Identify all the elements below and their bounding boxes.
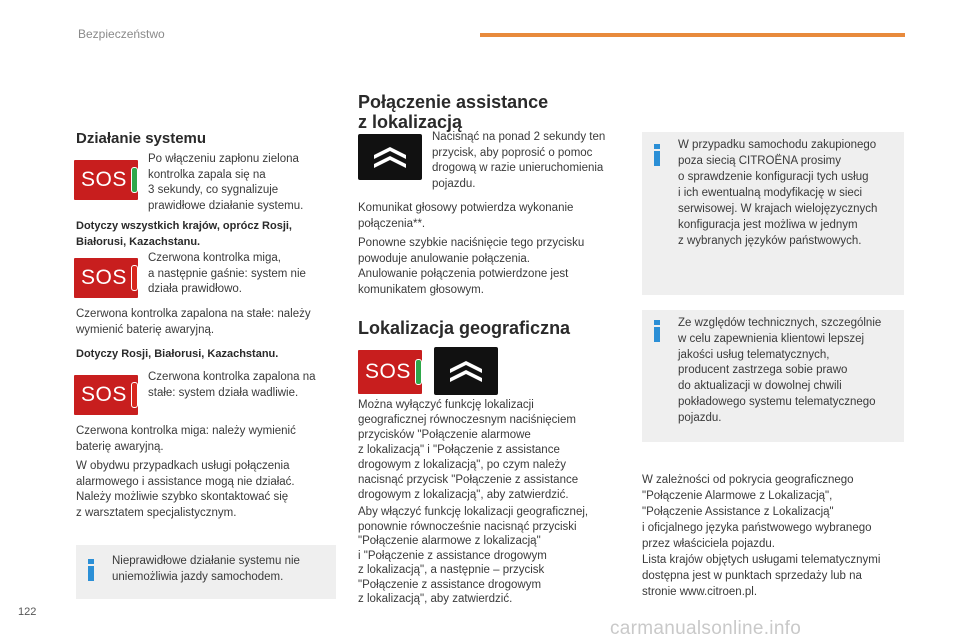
assistance-button: [358, 134, 422, 180]
para-ignition-green: Po włączeniu zapłonu zielona kontrolka zapala się na 3 sekundy, co sygnalizuje prawidłowe działanie systemu.: [148, 153, 304, 212]
para-red-steady-battery: Czerwona kontrolka zapalona na stałe: należy wymienić baterię awaryjną.: [76, 308, 311, 336]
para-cancel-call: Ponowne szybkie naciśnięcie tego przycisku powoduje anulowanie połączenia. Anulowanie połączenia potwierdzone jest komunikatem głosowym.: [358, 237, 585, 296]
green-led-icon: [415, 359, 422, 385]
para-press-2-seconds: Nacisnąć na ponad 2 sekundy ten przycisk, aby poprosić o pomoc drogową w razie unieruchomienia pojazdu.: [432, 131, 606, 190]
para-coverage: W zależności od pokrycia geograficznego "Połączenie Alarmowe z Lokalizacją", "Połączenie Assistance z Lokalizacją" i oficjalnego języka państwowego wybranego przez właściciela pojazdu. Lista krajów objętych usługami telematycznymi dostępna jest w punktach sprzedaży lub na stronie www.citroen.pl.: [642, 474, 881, 598]
para-enable-location: Aby włączyć funkcję lokalizacji geograficznej, ponownie równocześnie nacisnąć przyciski "Połączenie alarmowe z lokalizacją" i "Połączenie z assistance drogowym z lokalizacją", a następnie – przycisk "Połączenie z assistance drogowym z lokalizacją", aby zatwierdzić.: [358, 506, 589, 605]
para-red-blink-battery: Czerwona kontrolka miga: należy wymienić baterię awaryjną.: [76, 425, 296, 453]
citroen-chevrons-icon: [370, 142, 410, 172]
assistance-button: [434, 347, 498, 395]
para-red-blink: Czerwona kontrolka miga, a następnie gaśnie: system nie działa prawidłowo.: [148, 252, 306, 295]
para-both-cases: W obydwu przypadkach usługi połączenia alarmowego i assistance mogą nie działać. Należy możliwie szybko skontaktować się z warsztatem specjalistycznym.: [76, 460, 295, 519]
sos-label: SOS: [81, 383, 127, 406]
para-red-steady-fault: Czerwona kontrolka zapalona na stałe: system działa wadliwie.: [148, 371, 316, 399]
sos-button-green: [74, 160, 138, 200]
citroen-chevrons-icon: [446, 356, 486, 386]
red-led-icon: [131, 382, 138, 408]
para-disable-location: Można wyłączyć funkcję lokalizacji geograficznej równoczesnym naciśnięciem przycisków "Połączenie alarmowe z lokalizacją" i "Połączenie z assistance drogowym z lokalizacją", po czym należy nacisnąć przycisk "Połączenie z assistance drogowym z lokalizacją", aby zatwierdzić.: [358, 399, 579, 501]
watermark: carmanualsonline.info: [610, 618, 802, 639]
red-led-icon: [131, 265, 138, 291]
info-box-malfunction: [76, 545, 336, 599]
page-number: 122: [18, 606, 37, 618]
note-all-countries: Dotyczy wszystkich krajów, oprócz Rosji, Białorusi, Kazachstanu.: [76, 220, 292, 248]
sos-button-red-steady: [74, 375, 138, 415]
heading-system-operation: Działanie systemu: [76, 130, 207, 147]
sos-label: SOS: [81, 168, 127, 191]
info-text: Nieprawidłowe działanie systemu nie uniemożliwia jazdy samochodem.: [112, 555, 300, 583]
para-voice-confirm: Komunikat głosowy potwierdza wykonanie połączenia**.: [358, 202, 574, 230]
header-accent-bar: [480, 33, 905, 37]
sos-label: SOS: [365, 360, 411, 383]
info-box-technical-reasons: [642, 310, 904, 442]
green-led-icon: [131, 167, 138, 193]
section-title: Bezpieczeństwo: [78, 27, 165, 41]
info-icon: [654, 144, 660, 166]
sos-label: SOS: [81, 266, 127, 289]
note-russia-countries: Dotyczy Rosji, Białorusi, Kazachstanu.: [76, 348, 279, 360]
heading-assistance-location: Połączenie assistance z lokalizacją: [358, 92, 549, 132]
heading-geolocation: Lokalizacja geograficzna: [358, 318, 571, 338]
info-text: Ze względów technicznych, szczególnie w celu zapewnienia klientowi lepszej jakości usług telematycznych, producent zastrzega sobie prawo do aktualizacji w dowolnej chwili pokładowego systemu telematycznego pojazdu.: [678, 317, 882, 424]
info-text: W przypadku samochodu zakupionego poza siecią CITROËNA prosimy o sprawdzenie konfiguracji tych usług i ich ewentualną modyfikację w sieci serwisowej. W krajach wielojęzycznych konfiguracja jest możliwa w jednym z wybranych języków państwowych.: [678, 139, 878, 247]
info-icon: [654, 320, 660, 342]
info-icon: [88, 559, 94, 581]
sos-button: [358, 350, 422, 394]
info-box-outside-network: [642, 132, 904, 295]
sos-button-red-blink: [74, 258, 138, 298]
